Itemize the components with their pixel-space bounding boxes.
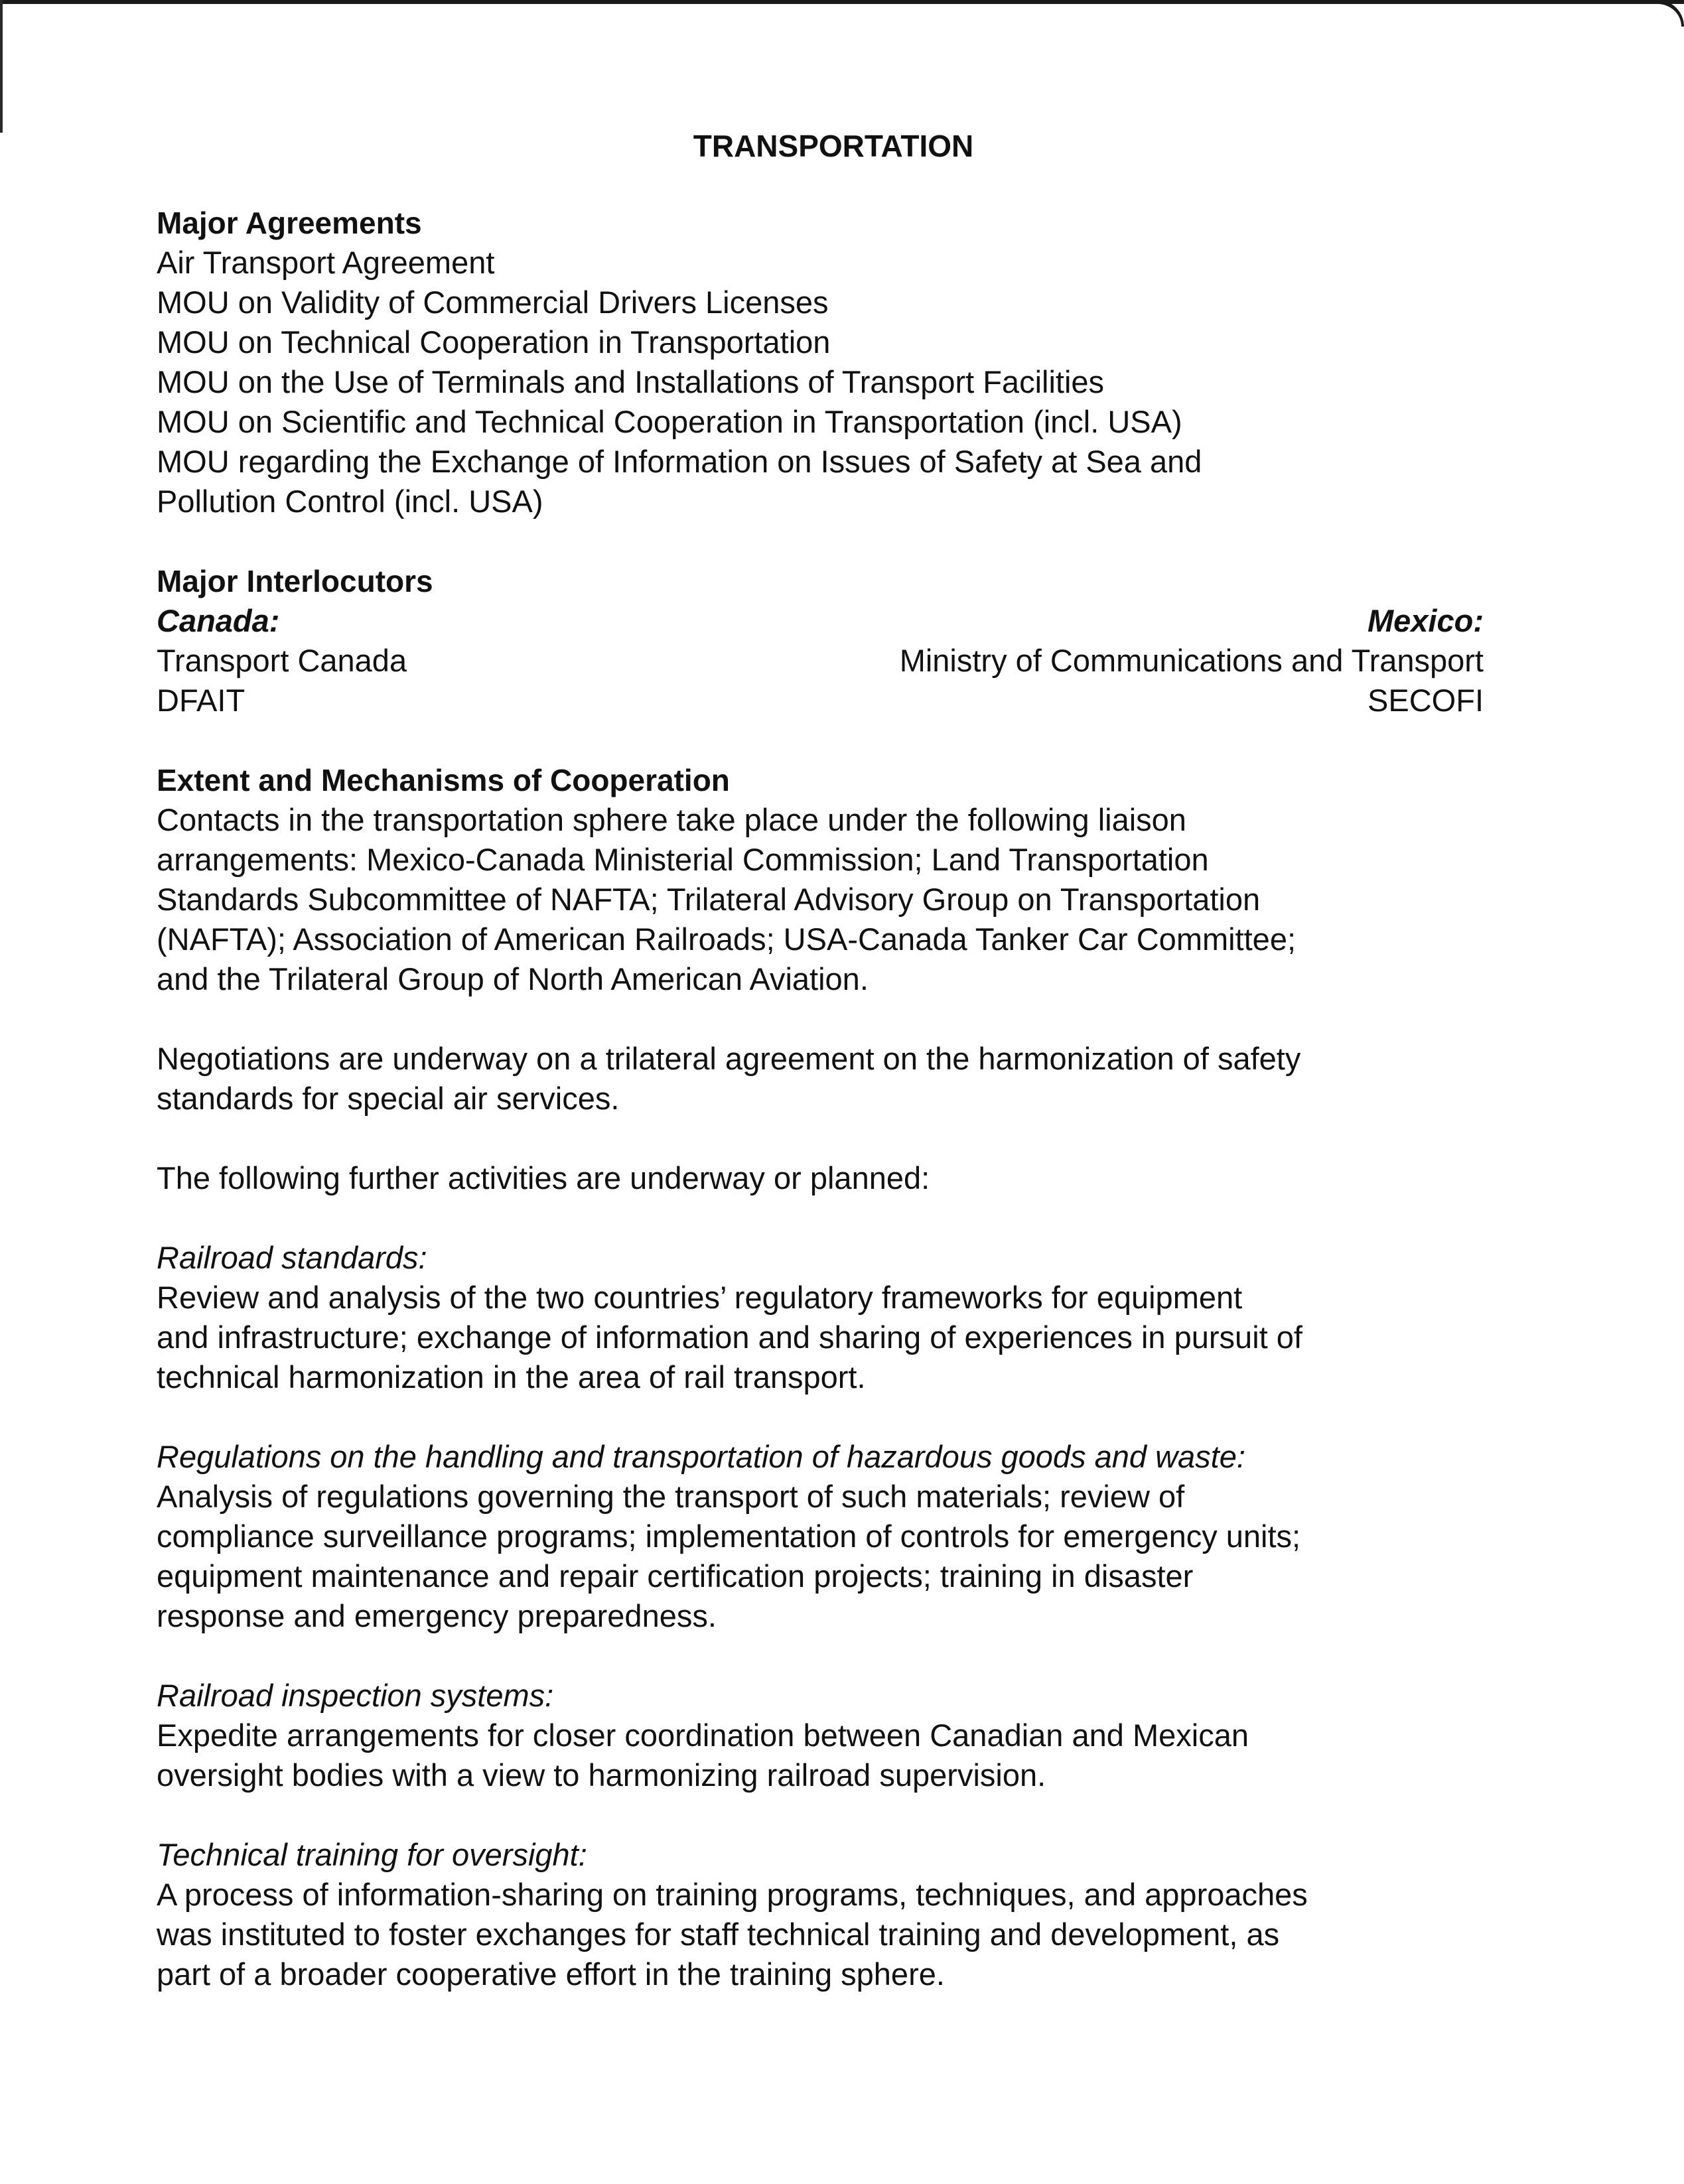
paragraph-line: equipment maintenance and repair certification projects; training in disaster [157,1558,1194,1594]
agreement-item: MOU on Scientific and Technical Cooperation in Transportation (incl. USA) [157,404,1182,439]
major-interlocutors-heading: Major Interlocutors [157,564,433,598]
canada-interlocutor: DFAIT [157,683,246,718]
activity-title: Regulations on the handling and transportation of hazardous goods and waste: [157,1439,1245,1474]
paragraph-line: Standards Subcommittee of NAFTA; Trilateral Advisory Group on Transportation [157,882,1261,917]
activity-title: Railroad standards: [157,1240,427,1275]
agreement-item: MOU regarding the Exchange of Information on Issues of Safety at Sea and [157,444,1202,479]
paragraph-line: and infrastructure; exchange of information and sharing of experiences in pursuit of [157,1320,1302,1355]
mexico-column [900,601,1484,720]
paragraph-line: and the Trilateral Group of North American Aviation. [157,961,869,996]
document-page [157,126,1484,2034]
paragraph-line: was instituted to foster exchanges for staff technical training and development, as [157,1917,1280,1952]
paragraph-line: A process of information-sharing on training programs, techniques, and approaches [157,1877,1308,1912]
canada-label: Canada: [157,603,280,638]
paragraph-line: standards for special air services. [157,1081,620,1116]
canada-interlocutor: Transport Canada [157,643,407,678]
agreement-item: Pollution Control (incl. USA) [157,484,543,519]
activity-hazardous-goods [157,1437,1484,1636]
activity-title: Railroad inspection systems: [157,1678,554,1713]
interlocutors-columns [157,601,1484,720]
paragraph-line: part of a broader cooperative effort in the training sphere. [157,1956,945,1992]
paragraph-line: technical harmonization in the area of rail transport. [157,1359,866,1395]
agreement-item: MOU on the Use of Terminals and Installations of Transport Facilities [157,364,1105,399]
major-agreements-heading: Major Agreements [157,206,422,240]
agreement-item: Air Transport Agreement [157,245,495,280]
negotiations-paragraph [157,1039,1484,1119]
scan-page-corner [1644,0,1684,27]
further-activities-intro [157,1158,1484,1198]
paragraph-line: (NAFTA); Association of American Railroads; USA-Canada Tanker Car Committee; [157,921,1297,957]
mexico-interlocutor: Ministry of Communications and Transport [899,643,1484,678]
paragraph-line: compliance surveillance programs; implementation of controls for emergency units; [157,1519,1301,1554]
paragraph-line: Analysis of regulations governing the transport of such materials; review of [157,1479,1185,1514]
paragraph-line: arrangements: Mexico-Canada Ministerial Commission; Land Transportation [157,842,1209,877]
paragraph-line: response and emergency preparedness. [157,1598,717,1633]
paragraph-line: oversight bodies with a view to harmonizing railroad supervision. [157,1757,1046,1793]
cooperation-heading: Extent and Mechanisms of Cooperation [157,763,730,797]
activity-technical-training [157,1835,1484,1994]
paragraph-line: Expedite arrangements for closer coordination between Canadian and Mexican [157,1718,1249,1753]
scan-border-left [0,0,3,133]
agreement-item: MOU on Validity of Commercial Drivers Licenses [157,285,829,320]
mexico-interlocutor: SECOFI [1368,683,1484,718]
activity-railroad-inspection [157,1676,1484,1795]
activity-title: Technical training for oversight: [157,1837,587,1872]
agreement-item: MOU on Technical Cooperation in Transportation [157,324,831,360]
canada-column [157,601,407,720]
major-interlocutors-section [157,561,1484,720]
page-title: TRANSPORTATION [693,129,974,163]
cooperation-section [157,760,1484,999]
mexico-label: Mexico: [1368,603,1484,638]
major-agreements-section [157,203,1484,521]
paragraph-line: Contacts in the transportation sphere take place under the following liaison [157,802,1186,837]
paragraph-line: Review and analysis of the two countries’ regulatory frameworks for equipment [157,1280,1243,1315]
paragraph-line: Negotiations are underway on a trilateral agreement on the harmonization of safety [157,1041,1301,1076]
paragraph-line: The following further activities are underway or planned: [157,1160,930,1195]
activity-railroad-standards [157,1238,1484,1397]
scan-border-top [0,0,1684,4]
